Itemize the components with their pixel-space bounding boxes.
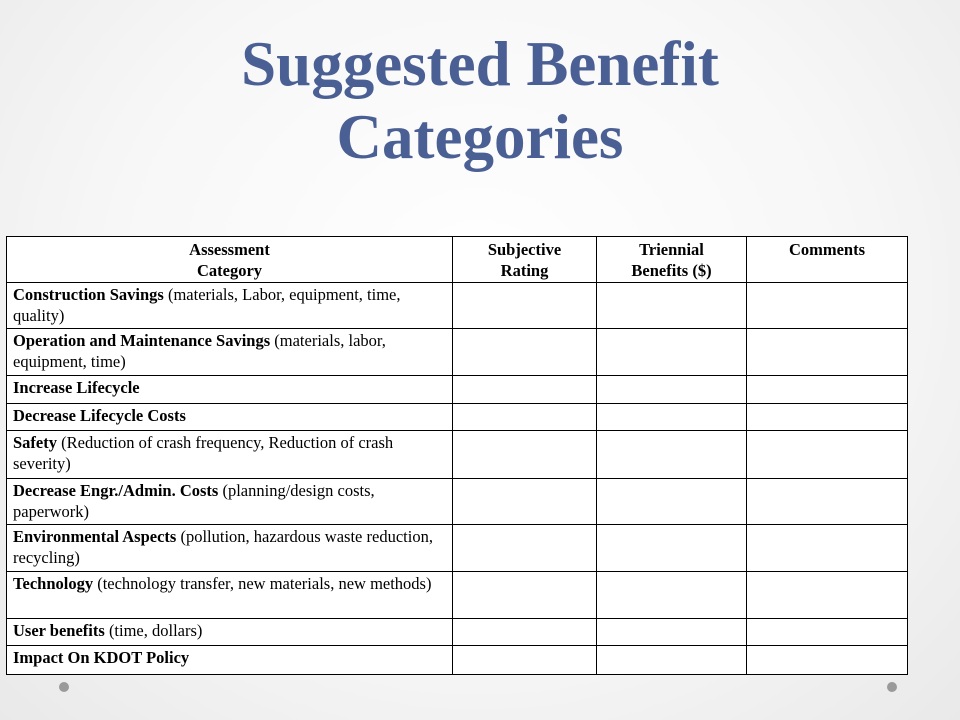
category-cell [7, 572, 453, 619]
table-row [7, 376, 908, 404]
left-dot-icon [59, 682, 69, 692]
slide-title-line-1: Suggested Benefit [241, 29, 719, 99]
subjective-rating-cell[interactable] [453, 479, 597, 525]
subjective-rating-cell[interactable] [453, 376, 597, 404]
category-detail: (time, dollars) [104, 621, 203, 640]
triennial-benefits-cell[interactable] [597, 404, 747, 431]
benefit-categories-table-container [6, 236, 907, 675]
triennial-benefits-cell[interactable] [597, 431, 747, 479]
category-cell [7, 376, 453, 404]
subjective-rating-cell[interactable] [453, 404, 597, 431]
header-rating-line-1: Subjective [487, 240, 562, 259]
triennial-benefits-cell[interactable] [597, 619, 747, 646]
table-row [7, 283, 908, 329]
table-row [7, 646, 908, 675]
category-name: Safety [13, 433, 57, 452]
triennial-benefits-cell[interactable] [597, 283, 747, 329]
category-name: User benefits [13, 621, 105, 640]
comments-cell[interactable] [747, 376, 908, 404]
slide-title-line-2: Categories [336, 102, 624, 172]
table-row [7, 479, 908, 525]
header-comments-label: Comments [788, 240, 866, 259]
category-detail: (planning/design costs, paperwork) [13, 481, 375, 521]
triennial-benefits-cell[interactable] [597, 572, 747, 619]
header-assessment-line-1: Assessment [189, 240, 270, 259]
header-assessment-category [7, 237, 453, 283]
header-subjective-rating [453, 237, 597, 283]
comments-cell[interactable] [747, 283, 908, 329]
category-cell [7, 646, 453, 675]
table-row [7, 431, 908, 479]
triennial-benefits-cell[interactable] [597, 479, 747, 525]
category-cell [7, 525, 453, 572]
header-triennial-benefits [597, 237, 747, 283]
table-row [7, 329, 908, 376]
category-name: Construction Savings [13, 285, 164, 304]
category-detail: (technology transfer, new materials, new methods) [93, 574, 432, 593]
category-detail: (materials, Labor, equipment, time, quality) [13, 285, 401, 325]
table-row [7, 525, 908, 572]
category-cell [7, 404, 453, 431]
comments-cell[interactable] [747, 404, 908, 431]
subjective-rating-cell[interactable] [453, 619, 597, 646]
table-header-row [7, 237, 908, 283]
triennial-benefits-cell[interactable] [597, 329, 747, 376]
comments-cell[interactable] [747, 572, 908, 619]
subjective-rating-cell[interactable] [453, 646, 597, 675]
header-benefits-line-1: Triennial [639, 240, 704, 259]
triennial-benefits-cell[interactable] [597, 646, 747, 675]
triennial-benefits-cell[interactable] [597, 376, 747, 404]
right-dot-icon [887, 682, 897, 692]
comments-cell[interactable] [747, 431, 908, 479]
table-row [7, 572, 908, 619]
table-row [7, 404, 908, 431]
subjective-rating-cell[interactable] [453, 525, 597, 572]
category-cell [7, 329, 453, 376]
category-name: Decrease Lifecycle Costs [13, 406, 186, 425]
header-benefits-line-2: Benefits ($) [631, 261, 712, 280]
category-cell [7, 283, 453, 329]
category-name: Environmental Aspects [13, 527, 177, 546]
category-detail: (pollution, hazardous waste reduction, recycling) [13, 527, 433, 567]
category-cell [7, 479, 453, 525]
header-assessment-line-2: Category [196, 261, 263, 280]
category-name: Technology [13, 574, 94, 593]
category-name: Operation and Maintenance Savings [13, 331, 271, 350]
triennial-benefits-cell[interactable] [597, 525, 747, 572]
comments-cell[interactable] [747, 329, 908, 376]
category-detail: (Reduction of crash frequency, Reduction of crash severity) [13, 433, 394, 473]
header-rating-line-2: Rating [500, 261, 549, 280]
category-name: Impact On KDOT Policy [13, 648, 190, 667]
subjective-rating-cell[interactable] [453, 431, 597, 479]
category-cell [7, 431, 453, 479]
comments-cell[interactable] [747, 479, 908, 525]
comments-cell[interactable] [747, 619, 908, 646]
table-row [7, 619, 908, 646]
header-comments [747, 237, 908, 283]
category-cell [7, 619, 453, 646]
subjective-rating-cell[interactable] [453, 283, 597, 329]
subjective-rating-cell[interactable] [453, 329, 597, 376]
category-name: Increase Lifecycle [13, 378, 140, 397]
comments-cell[interactable] [747, 646, 908, 675]
subjective-rating-cell[interactable] [453, 572, 597, 619]
slide-title [0, 28, 960, 174]
comments-cell[interactable] [747, 525, 908, 572]
category-name: Decrease Engr./Admin. Costs [13, 481, 219, 500]
benefit-categories-table [6, 236, 908, 675]
category-detail: (materials, labor, equipment, time) [13, 331, 386, 371]
